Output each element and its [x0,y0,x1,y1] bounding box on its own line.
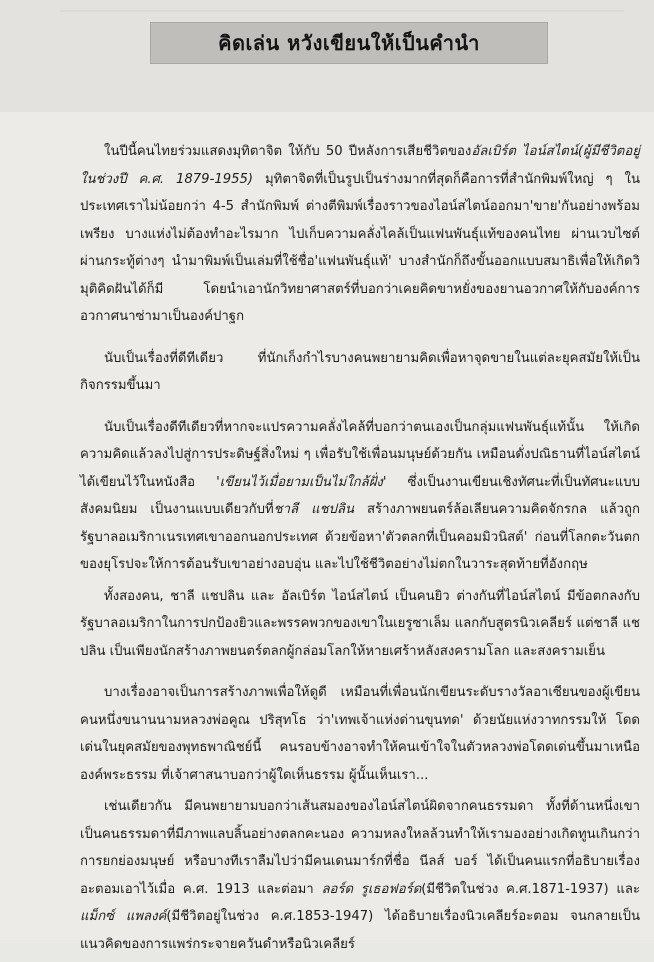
paragraph-6-text-a: เช่นเดียวกัน มีคนพยายามบอกว่าเส้นสมองของไอน์สไตน์ผิดจากคนธรรมดา ทั้งที่ด้านหนึ่งเขาเป็นคนธรรมดาที่มีภาพแลบลิ้นอย่างตลกคะนอง ความหลงใหลล้วนทำให้เรามองอย่างเกิดทูนเกินกว่าการยกย่องมนุษย์ หรือบางทีเราลืมไปว่ามีคนเดนมาร์กที่ชื่อ นีลส์ บอร์ ได้เป็นคนแรกที่อธิบายเรื่องอะตอมเอาไว้เมื่อ ค.ศ. 1913 และต่อมา [80,799,640,897]
paragraph-1-italic: อัลเบิร์ต ไอน์สไตน์(ผู้มีชีวิตอยู่ในช่วงปี ค.ศ. 1879-1955) [80,144,640,187]
paragraph-6-text-c: (มีชีวิตอยู่ในช่วง ค.ศ.1853-1947) ได้อธิบายเรื่องนิวเคลียร์อะตอม จนกลายเป็นแนวคิดของการแพร่กระจายควันดำหรือนิวเคลียร์ [80,909,641,952]
paragraph-2-text: นับเป็นเรื่องที่ดีทีเดียว ที่นักเก็งกำไรบางคนพยายามคิดเพื่อหาจุดขายในแต่ละยุคสมัยให้เป็นกิจกรรมขึ้นมา [80,350,640,393]
paragraph-5 [80,679,640,789]
paragraph-2 [80,345,640,400]
paragraph-5-text: บางเรื่องอาจเป็นการสร้างภาพเพื่อให้ดูดี เหมือนที่เพื่อนนักเขียนระดับรางวัลอาเซียนของผู้เขียนคนหนึ่งขนานนามหลวงพ่อคูณ ปริสุทโธ ว่า'เทพเจ้าแห่งด่านขุนทด' ด้วยนัยแห่งวาทกรรมให้ โดดเด่นในยุคสมัยของพุทธพาณิชย์นี้ คนรอบข้างอาจทำให้คนเข้าใจในตัวหลวงพ่อโดดเด่นขึ้นมาเหนือองค์พระธรรม ที่เจ้าศาสนาบอกว่าผู้ใดเห็นธรรม ผู้นั้นเห็นเรา... [80,685,640,783]
paragraph-1 [80,138,640,331]
paragraph-1-text-b: มุทิตาจิตที่เป็นรูปเป็นร่างมากที่สุดก็คือการที่สำนักพิมพ์ใหญ่ ๆ ในประเทศเราไม่น้อยกว่า 4-5 สำนักพิมพ์ ต่างตีพิมพ์เรื่องราวของไอน์สไตน์ออกมา'ขาย'กันอย่างพร้อมเพรียง บางแห่งไม่ต้องทำอะไรมาก ไปเก็บความคลั่งไคล้เป็นแฟนพันธุ์แท้ของคนไทย ผ่านเวบไซต์ ผ่านกระทู้ต่างๆ นำมาพิมพ์เป็นเล่มที่ใช้ชื่อ'แฟนพันธุ์แท้' บางสำนักก็ถึงขั้นออกแบบสมาธิเพื่อให้เกิดวิมุติคิดฝันได้ก็มี โดยนำเอานักวิทยาศาสตร์ที่บอกว่าเคยคิดขาหยั่งของยานอวกาศให้กับองค์การอวกาศนาซ่ามาเป็นองค์ปาฐก [80,171,640,324]
paragraph-1-text-a: ในปีนี้คนไทยร่วมแสดงมุทิตาจิต ให้กับ 50 ปีหลังการเสียชีวิตของ [104,144,472,159]
paragraph-3-text-c: สร้างภาพยนตร์ล้อเลียนความคิดจักรกล แล้วถูกรัฐบาลอเมริกาเนรเทศเขาออกนอกประเทศ ด้วยข้อหา'ตัวตลกที่เป็นคอมมิวนิสต์' ก่อนที่โลกตะวันตกของยุโรปจะให้การต้อนรับเขาอย่างอบอุ่น และไปใช้ชีวิตอย่างไม่ตกในวาระสุดท้ายที่อังกฤษ [80,502,640,572]
paragraph-3-italic-a: 'เขียนไว้เมื่อยามเป็นไม่ใกล้ฝั่ง' [216,474,387,490]
page-title: คิดเล่น หวังเขียนให้เป็นคำนำ [218,31,480,55]
paragraph-3-text-b: ซึ่งเป็นงานเขียนเชิงทัศนะที่เป็นทัศนะแบบสังคมนิยม เป็นงานแบบเดียวกับที่ [80,474,640,517]
paragraph-6 [80,793,640,958]
paragraph-4 [80,583,640,666]
body-text [80,138,640,962]
paragraph-4-text: ทั้งสองคน, ชาลี แชปลิน และ อัลเบิร์ต ไอน์สไตน์ เป็นคนยิว ต่างกันที่ไอน์สไตน์ มีข้อตกลงกับรัฐบาลอเมริกาในการปกป้องยิวและพรรคพวกของเขาในเยรูซาเล็ม แลกกับสูตรนิวเคลียร์ แต่ชาลี แชปลิน เป็นเพียงนักสร้างภาพยนตร์ตลกผู้กล่อมโลกให้หายเศร้าหลังสงครามโลก และสงครามเย็น [80,588,640,659]
title-banner [150,22,548,64]
paragraph-3-italic-b: ชาลี แชปลิน [273,502,355,517]
bleed-through-line [60,10,624,12]
paragraph-6-italic-a: ลอร์ด รูเธอฟอร์ด [321,881,422,897]
paragraph-6-text-b: (มีชีวิตในช่วง ค.ศ.1871-1937) และ [421,881,640,897]
paragraph-3 [80,414,640,579]
paragraph-6-italic-b: แม็กซ์ แพลงค์ [80,909,167,924]
paragraph-3-text-a: นับเป็นเรื่องดีทีเดียวที่หากจะแปรความคลั่งไคล้ที่บอกว่าตนเองเป็นกลุ่มแฟนพันธุ์แท้นั้น ให้เกิดความคิดแล้วลงไปสู่การประดิษฐ์สิ่งใหม่ ๆ เพื่อรับใช้เพื่อนมนุษย์ด้วยกัน เหมือนดั่งปณิธานที่ไอน์สไตน์ได้เขียนไว้ในหนังสือ [80,419,640,490]
